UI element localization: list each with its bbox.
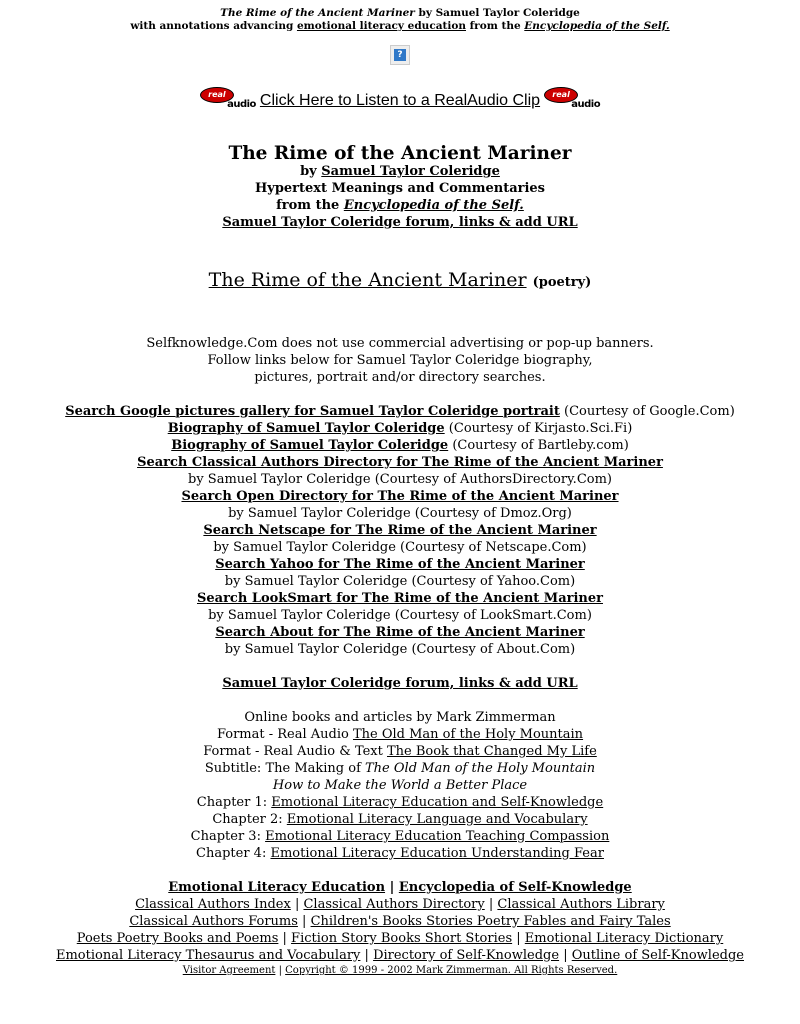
text: by [300, 164, 322, 179]
text: by Samuel Taylor Coleridge (Courtesy of About.Com) [224, 642, 576, 657]
text: Format - Real Audio [216, 727, 353, 742]
info-line [0, 335, 800, 352]
info-line [0, 845, 800, 862]
text: by Samuel Taylor Coleridge (Courtesy of LookSmart.Com) [208, 608, 592, 623]
link[interactable]: Search About for The Rime of the Ancient Mariner [215, 625, 585, 640]
text: | [385, 880, 399, 895]
head-line [0, 214, 800, 231]
link[interactable]: Samuel Taylor Coleridge [321, 164, 500, 179]
link[interactable]: Children's Books Stories Poetry Fables and Fairy Tales [310, 914, 671, 929]
link[interactable]: Samuel Taylor Coleridge forum, links & add URL [222, 676, 578, 691]
poem-title [0, 269, 800, 294]
text: by Samuel Taylor Coleridge (Courtesy of Netscape.Com) [213, 540, 587, 555]
info-line [0, 947, 800, 964]
spacer [0, 658, 800, 675]
link[interactable]: Directory of Self-Knowledge [373, 948, 560, 963]
spacer [0, 692, 800, 709]
text: (Courtesy of Bartleby.com) [448, 438, 629, 453]
link[interactable]: Visitor Agreement [182, 965, 276, 976]
info-line [0, 437, 800, 454]
text: Follow links below for Samuel Taylor Coleridge biography, [207, 353, 593, 368]
text: | [278, 931, 292, 946]
text: Selfknowledge.Com does not use commercial advertising or pop-up banners. [146, 336, 654, 351]
info-line [0, 505, 800, 522]
text: by Samuel Taylor Coleridge [414, 7, 580, 19]
text: How to Make the World a Better Place [272, 778, 528, 793]
info-line [0, 743, 800, 760]
info-line [0, 828, 800, 845]
head-line [0, 180, 800, 197]
realaudio-logo-bottom: audio [571, 99, 601, 110]
info-line [0, 590, 800, 607]
info-line [0, 403, 800, 420]
help-icon-glyph: ? [394, 49, 406, 61]
info-line [0, 641, 800, 658]
text: from the [466, 20, 525, 32]
text: The Rime of the Ancient Mariner [228, 143, 572, 164]
link[interactable]: Classical Authors Index [135, 897, 291, 912]
text: | [484, 897, 498, 912]
info-line [0, 709, 800, 726]
link[interactable]: Biography of Samuel Taylor Coleridge [167, 421, 445, 436]
title-block [0, 143, 800, 231]
info-line [0, 811, 800, 828]
realaudio-logo-top: real [200, 87, 234, 103]
link[interactable]: Encyclopedia of Self-Knowledge [398, 880, 632, 895]
text: Format - Real Audio & Text [203, 744, 387, 759]
text: by Samuel Taylor Coleridge (Courtesy of Dmoz.Org) [228, 506, 572, 521]
info-line [0, 760, 800, 777]
help-icon[interactable] [390, 45, 410, 65]
text: Online books and articles by Mark Zimmerman [244, 710, 556, 725]
link[interactable]: The Old Man of the Holy Mountain [352, 727, 584, 742]
realaudio-logo-bottom: audio [227, 99, 256, 110]
realaudio-logo-icon[interactable] [544, 87, 600, 111]
top-line [0, 7, 800, 20]
text: | [512, 931, 525, 946]
text: by Samuel Taylor Coleridge (Courtesy of Yahoo.Com) [224, 574, 576, 589]
link[interactable]: Classical Authors Forums [129, 914, 298, 929]
info-line [0, 794, 800, 811]
info-line [0, 879, 800, 896]
head-line [0, 163, 800, 180]
info-line [0, 573, 800, 590]
text: | [559, 948, 572, 963]
info-line [0, 556, 800, 573]
footer-line [0, 964, 800, 977]
info-line [0, 471, 800, 488]
info-line [0, 607, 800, 624]
text: | [275, 965, 286, 976]
info-line [0, 777, 800, 794]
info-line [0, 539, 800, 556]
header-annotation [0, 7, 800, 33]
info-line [0, 896, 800, 913]
realaudio-row [0, 85, 800, 111]
realaudio-logo-icon[interactable] [200, 87, 256, 111]
link[interactable]: Copyright © 1999 - 2002 Mark Zimmerman. All Rights Reserved. [285, 965, 618, 976]
link[interactable]: The Book that Changed My Life [386, 744, 597, 759]
link[interactable]: Emotional Literacy Education and Self-Knowledge [271, 795, 604, 810]
text: The Old Man of the Holy Mountain [365, 761, 596, 776]
poem-line [0, 269, 800, 294]
spacer [0, 386, 800, 403]
link[interactable]: Poets Poetry Books and Poems [76, 931, 279, 946]
realaudio-link[interactable]: Click Here to Listen to a RealAudio Clip [259, 92, 541, 109]
text: pictures, portrait and/or directory searches. [254, 370, 546, 385]
footer [0, 964, 800, 977]
link[interactable]: Emotional Literacy Language and Vocabulary [286, 812, 588, 827]
link[interactable]: Emotional Literacy Dictionary [524, 931, 724, 946]
text: Chapter 3: [190, 829, 266, 844]
link[interactable]: Emotional Literacy Education Teaching Compassion [265, 829, 610, 844]
text: | [290, 897, 304, 912]
spacer [0, 862, 800, 879]
info-line [0, 675, 800, 692]
realaudio-logo-top: real [544, 87, 578, 103]
info-line [0, 454, 800, 471]
link[interactable]: Outline of Self-Knowledge [571, 948, 744, 963]
link[interactable]: Search LookSmart for The Rime of the Ancient Mariner [197, 591, 603, 606]
text: | [360, 948, 374, 963]
text: Chapter 4: [196, 846, 271, 861]
links-section [0, 335, 800, 964]
text: (Courtesy of Google.Com) [559, 404, 735, 419]
link[interactable]: emotional literacy education [296, 20, 466, 32]
text: from the [276, 198, 344, 213]
link[interactable]: Encyclopedia of the Self. [524, 20, 670, 32]
head-line [0, 197, 800, 214]
link[interactable]: Search Classical Authors Directory for The Rime of the Ancient Mariner [137, 455, 663, 470]
text: Chapter 2: [212, 812, 287, 827]
link[interactable]: Fiction Story Books Short Stories [291, 931, 513, 946]
info-line [0, 624, 800, 641]
link[interactable]: Emotional Literacy Education [168, 880, 386, 895]
info-line [0, 726, 800, 743]
text: by Samuel Taylor Coleridge (Courtesy of AuthorsDirectory.Com) [188, 472, 612, 487]
head-line [0, 143, 800, 165]
text: | [297, 914, 311, 929]
link[interactable]: Emotional Literacy Thesaurus and Vocabulary [55, 948, 361, 963]
top-line [0, 20, 800, 33]
link[interactable]: Classical Authors Directory [303, 897, 485, 912]
link[interactable]: Biography of Samuel Taylor Coleridge [171, 438, 449, 453]
link[interactable]: Search Google pictures gallery for Samuel Taylor Coleridge portrait [65, 404, 560, 419]
link[interactable]: Classical Authors Library [497, 897, 665, 912]
link[interactable]: Encyclopedia of the Self. [343, 198, 524, 213]
link[interactable]: Samuel Taylor Coleridge forum, links & add URL [222, 215, 578, 230]
text: Hypertext Meanings and Commentaries [254, 181, 545, 196]
link[interactable]: The Rime of the Ancient Mariner [208, 269, 527, 291]
link[interactable]: Emotional Literacy Education Understanding Fear [270, 846, 604, 861]
text: The Rime of the Ancient Mariner [220, 7, 415, 19]
link[interactable]: Search Open Directory for The Rime of the Ancient Mariner [181, 489, 619, 504]
link[interactable]: Search Netscape for The Rime of the Ancient Mariner [203, 523, 597, 538]
info-line [0, 488, 800, 505]
link[interactable]: Search Yahoo for The Rime of the Ancient Mariner [215, 557, 585, 572]
text: Subtitle: The Making of [204, 761, 366, 776]
info-line [0, 913, 800, 930]
text: (Courtesy of Kirjasto.Sci.Fi) [444, 421, 633, 436]
info-line [0, 522, 800, 539]
text: with annotations advancing [130, 20, 297, 32]
info-line [0, 369, 800, 386]
info-line [0, 420, 800, 437]
info-line [0, 930, 800, 947]
text: Chapter 1: [196, 795, 272, 810]
text: (poetry) [532, 275, 592, 290]
info-line [0, 352, 800, 369]
